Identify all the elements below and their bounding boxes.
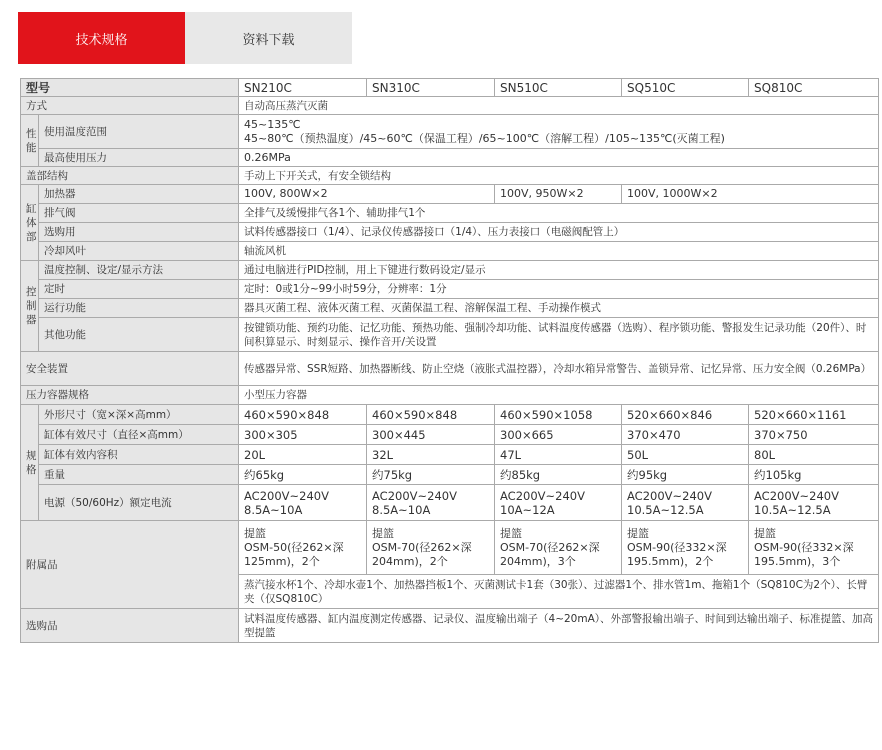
model-name: SQ510C (622, 79, 749, 97)
run-functions-label: 运行功能 (39, 299, 239, 318)
group-control: 控 制 器 (21, 261, 39, 352)
option-port-value: 试料传感器接口（1/4）、记录仪传感器接口（1/4）、压力表接口（电磁阀配管上） (239, 223, 879, 242)
safety-value: 传感器异常、SSR短路、加热器断线、防止空烧（液胀式温控器），冷却水箱异常警告、盖锁异常、记忆异常、压力安全阀（0.26MPa） (239, 352, 879, 386)
heater-label: 加热器 (39, 185, 239, 204)
inner-size-value: 300×445 (367, 425, 495, 445)
volume-value: 20L (239, 445, 367, 465)
model-name: SN210C (239, 79, 367, 97)
tab-bar (18, 12, 352, 64)
row-weight (21, 465, 879, 485)
row-model (21, 79, 879, 97)
row-outer-size (21, 405, 879, 425)
model-name: SN510C (495, 79, 622, 97)
tab-tech-specs[interactable]: 技术规格 (18, 12, 185, 64)
heater-value: 100V, 1000W×2 (622, 185, 879, 204)
temp-range-label: 使用温度范围 (39, 115, 239, 149)
optional-label: 选购品 (21, 609, 239, 643)
row-option-port (21, 223, 879, 242)
outer-size-label: 外形尺寸（宽×深×高mm） (39, 405, 239, 425)
accessory-value: 提篮 OSM-90(径332×深 195.5mm)，2个 (622, 521, 749, 575)
run-functions-value: 器具灭菌工程、液体灭菌工程、灭菌保温工程、溶解保温工程、手动操作模式 (239, 299, 879, 318)
accessory-label: 附属品 (21, 521, 239, 609)
volume-label: 缸体有效内容积 (39, 445, 239, 465)
row-volume (21, 445, 879, 465)
inner-size-label: 缸体有效尺寸（直径×高mm） (39, 425, 239, 445)
temp-control-label: 温度控制、设定/显示方法 (39, 261, 239, 280)
volume-value: 80L (749, 445, 879, 465)
spec-table (20, 78, 879, 643)
max-pressure-label: 最高使用压力 (39, 149, 239, 167)
exhaust-label: 排气阀 (39, 204, 239, 223)
model-label: 型号 (21, 79, 239, 97)
exhaust-value: 全排气及缓慢排气各1个、辅助排气1个 (239, 204, 879, 223)
accessory-value: 提篮 OSM-70(径262×深 204mm)，2个 (367, 521, 495, 575)
power-value: AC200V~240V 8.5A~10A (367, 485, 495, 521)
lid-value: 手动上下开关式，有安全锁结构 (239, 167, 879, 185)
temp-range-value: 45~135℃ 45~80℃（预热温度）/45~60℃（保温工程）/65~100℃（溶解工程）/105~135℃(灭菌工程) (239, 115, 879, 149)
row-temp-control (21, 261, 879, 280)
accessory-value: 提篮 OSM-70(径262×深 204mm)，3个 (495, 521, 622, 575)
fan-label: 冷却风叶 (39, 242, 239, 261)
outer-size-value: 460×590×848 (239, 405, 367, 425)
heater-value: 100V, 800W×2 (239, 185, 495, 204)
outer-size-value: 520×660×1161 (749, 405, 879, 425)
weight-value: 约65kg (239, 465, 367, 485)
row-safety (21, 352, 879, 386)
timer-label: 定时 (39, 280, 239, 299)
power-value: AC200V~240V 10A~12A (495, 485, 622, 521)
vessel-label: 压力容器规格 (21, 386, 239, 405)
outer-size-value: 520×660×846 (622, 405, 749, 425)
max-pressure-value: 0.26MPa (239, 149, 879, 167)
weight-value: 约105kg (749, 465, 879, 485)
tab-downloads[interactable]: 资料下载 (185, 12, 352, 64)
other-functions-value: 按键锁功能、预约功能、记忆功能、预热功能、强制冷却功能、试料温度传感器（选购）、程序锁功能、警报发生记录功能（20件）、时间积算显示、时刻显示、操作音开/关设置 (239, 318, 879, 352)
other-functions-label: 其他功能 (39, 318, 239, 352)
temp-control-value: 通过电脑进行PID控制，用上下键进行数码设定/显示 (239, 261, 879, 280)
row-power (21, 485, 879, 521)
row-accessory-basket (21, 521, 879, 575)
row-inner-size (21, 425, 879, 445)
row-method (21, 97, 879, 115)
accessory-common-value: 蒸汽接水杯1个、冷却水壶1个、加热器挡板1个、灭菌测试卡1套（30张）、过滤器1个、排水管1m、拖箱1个（SQ810C为2个）、长臂夹（仅SQ810C） (239, 575, 879, 609)
weight-label: 重量 (39, 465, 239, 485)
group-spec: 规 格 (21, 405, 39, 521)
option-port-label: 选购用 (39, 223, 239, 242)
row-fan (21, 242, 879, 261)
power-value: AC200V~240V 10.5A~12.5A (622, 485, 749, 521)
accessory-value: 提篮 OSM-90(径332×深 195.5mm)，3个 (749, 521, 879, 575)
method-label: 方式 (21, 97, 239, 115)
method-value: 自动高压蒸汽灭菌 (239, 97, 879, 115)
lid-label: 盖部结构 (21, 167, 239, 185)
timer-value: 定时：0或1分~99小时59分，分辨率：1分 (239, 280, 879, 299)
row-vessel (21, 386, 879, 405)
fan-value: 轴流风机 (239, 242, 879, 261)
safety-label: 安全装置 (21, 352, 239, 386)
outer-size-value: 460×590×848 (367, 405, 495, 425)
weight-value: 约95kg (622, 465, 749, 485)
outer-size-value: 460×590×1058 (495, 405, 622, 425)
row-temp-range (21, 115, 879, 149)
vessel-value: 小型压力容器 (239, 386, 879, 405)
heater-value: 100V, 950W×2 (495, 185, 622, 204)
row-max-pressure (21, 149, 879, 167)
inner-size-value: 370×470 (622, 425, 749, 445)
power-label: 电源（50/60Hz）额定电流 (39, 485, 239, 521)
optional-value: 试料温度传感器、缸内温度测定传感器、记录仪、温度输出端子（4~20mA）、外部警报输出端子、时间到达输出端子、标准提篮、加高型提篮 (239, 609, 879, 643)
power-value: AC200V~240V 10.5A~12.5A (749, 485, 879, 521)
volume-value: 47L (495, 445, 622, 465)
weight-value: 约75kg (367, 465, 495, 485)
model-name: SN310C (367, 79, 495, 97)
row-exhaust (21, 204, 879, 223)
power-value: AC200V~240V 8.5A~10A (239, 485, 367, 521)
group-performance: 性 能 (21, 115, 39, 167)
row-optional (21, 609, 879, 643)
volume-value: 50L (622, 445, 749, 465)
weight-value: 约85kg (495, 465, 622, 485)
inner-size-value: 370×750 (749, 425, 879, 445)
model-name: SQ810C (749, 79, 879, 97)
accessory-value: 提篮 OSM-50(径262×深 125mm)，2个 (239, 521, 367, 575)
volume-value: 32L (367, 445, 495, 465)
row-run-functions (21, 299, 879, 318)
group-body: 缸 体 部 (21, 185, 39, 261)
row-lid (21, 167, 879, 185)
inner-size-value: 300×305 (239, 425, 367, 445)
row-other-functions (21, 318, 879, 352)
inner-size-value: 300×665 (495, 425, 622, 445)
row-heater (21, 185, 879, 204)
row-timer (21, 280, 879, 299)
